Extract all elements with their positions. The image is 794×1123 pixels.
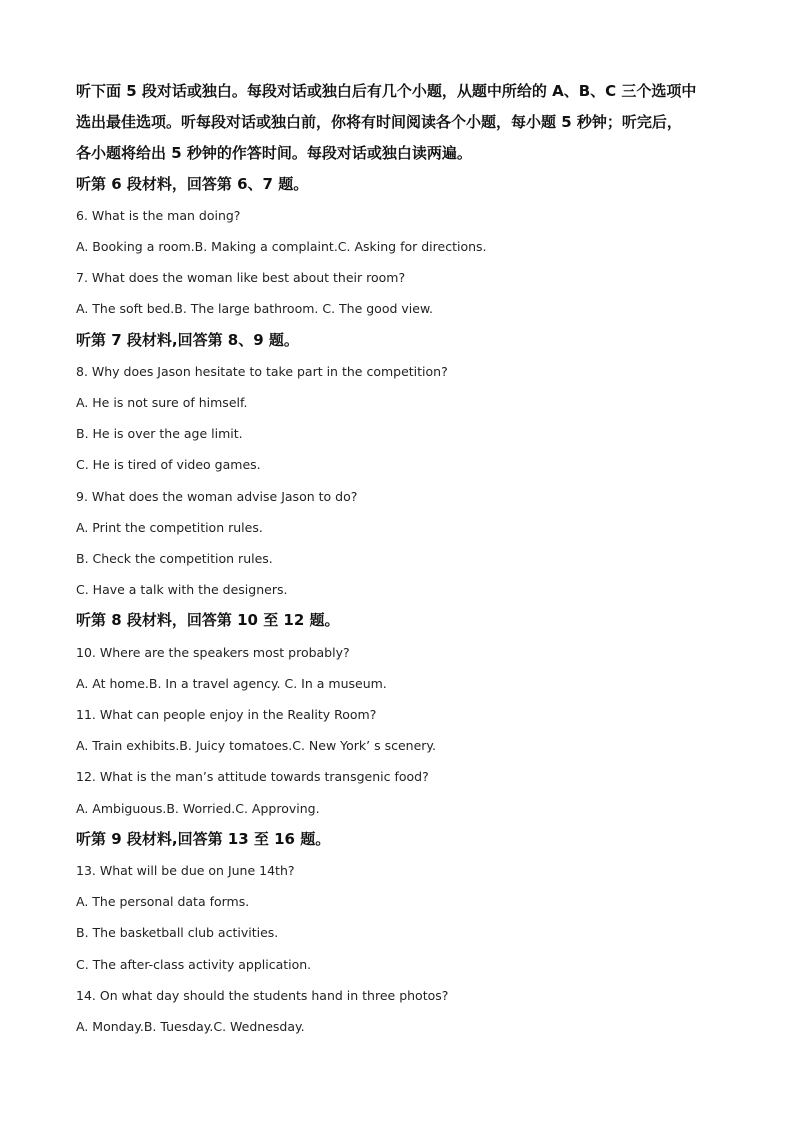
question-8-option-c: C. He is tired of video games. xyxy=(76,457,261,472)
question-8: 8. Why does Jason hesitate to take part in the competition? xyxy=(76,364,448,379)
intro-line-3: 各小题将给出 5 秒钟的作答时间。每段对话或独白读两遍。 xyxy=(76,144,472,162)
question-9: 9. What does the woman advise Jason to do? xyxy=(76,489,358,504)
question-14-options: A. Monday.B. Tuesday.C. Wednesday. xyxy=(76,1019,305,1034)
question-10-options: A. At home.B. In a travel agency. C. In a museum. xyxy=(76,676,387,691)
question-13-option-c: C. The after-class activity application. xyxy=(76,957,312,972)
question-8-option-a: A. He is not sure of himself. xyxy=(76,395,248,410)
question-9-option-c: C. Have a talk with the designers. xyxy=(76,582,288,597)
question-7: 7. What does the woman like best about their room? xyxy=(76,270,406,285)
intro-line-1: 听下面 5 段对话或独白。每段对话或独白后有几个小题，从题中所给的 A、B、C 三个选项中 xyxy=(76,82,697,100)
question-9-option-a: A. Print the competition rules. xyxy=(76,520,263,535)
question-12-options: A. Ambiguous.B. Worried.C. Approving. xyxy=(76,801,320,816)
question-11-options: A. Train exhibits.B. Juicy tomatoes.C. New York’ s scenery. xyxy=(76,738,437,753)
question-13-option-a: A. The personal data forms. xyxy=(76,894,250,909)
section-heading-8: 听第 8 段材料，回答第 10 至 12 题。 xyxy=(76,611,340,629)
section-heading-6: 听第 6 段材料，回答第 6、7 题。 xyxy=(76,175,309,193)
question-11: 11. What can people enjoy in the Reality Room? xyxy=(76,707,377,722)
question-12: 12. What is the man’s attitude towards transgenic food? xyxy=(76,769,429,784)
question-7-options: A. The soft bed.B. The large bathroom. C. The good view. xyxy=(76,301,433,316)
question-8-option-b: B. He is over the age limit. xyxy=(76,426,243,441)
question-14: 14. On what day should the students hand in three photos? xyxy=(76,988,449,1003)
section-heading-7: 听第 7 段材料,回答第 8、9 题。 xyxy=(76,331,299,349)
section-heading-9: 听第 9 段材料,回答第 13 至 16 题。 xyxy=(76,830,331,848)
question-13-option-b: B. The basketball club activities. xyxy=(76,925,279,940)
question-10: 10. Where are the speakers most probably? xyxy=(76,645,350,660)
question-6: 6. What is the man doing? xyxy=(76,208,241,223)
intro-line-2: 选出最佳选项。听每段对话或独白前，你将有时间阅读各个小题，每小题 5 秒钟；听完后， xyxy=(76,113,682,131)
question-9-option-b: B. Check the competition rules. xyxy=(76,551,273,566)
question-6-options: A. Booking a room.B. Making a complaint.C. Asking for directions. xyxy=(76,239,487,254)
question-13: 13. What will be due on June 14th? xyxy=(76,863,295,878)
